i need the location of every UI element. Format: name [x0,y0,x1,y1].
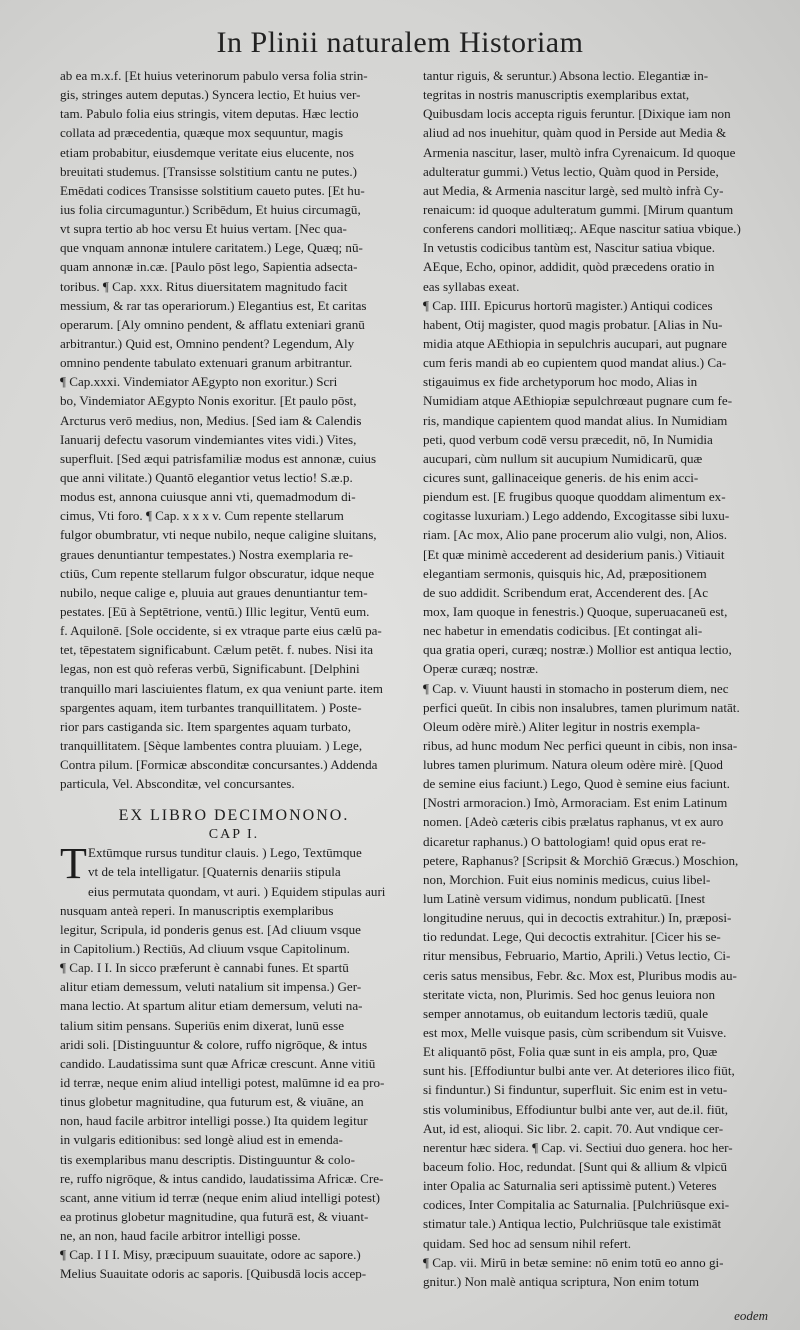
text-line: in vulgaris editionibus: sed longè aliud est in emenda- [60,1132,343,1148]
text-line: Oleum odère mirè.) Aliter legitur in nostris exempla- [423,718,701,734]
text-line: aucupari, cùm nullum sit aucupium Numidicarū, quæ [423,450,703,466]
text-line: mana lectio. At spartum alitur etiam demersum, veluti na- [60,998,363,1014]
text-line: bo, Vindemiator AEgypto Nonis exoritur. [Et paulo pōst, [60,393,357,409]
text-line: tranquillo mari lasciuientes flatum, ex qua veniunt parte. item [60,680,383,696]
text-line: nerentur hæc sidera. ¶ Cap. vi. Sectiui duo genera. hoc her- [423,1139,733,1155]
text-line: modus est, annona cuiusque anni vti, quemadmodum di- [60,489,356,505]
text-line: piendum est. [E frugibus quoque quoddam alimentum ex- [423,489,726,505]
text-line: aridi soli. [Distinguuntur & colore, ruffo nigrōque, & intus [60,1036,368,1052]
text-line: Emēdati codices Transisse solstitium caueto putes. [Et hu- [60,182,365,198]
text-line: tegritas in nostris manuscriptis exemplaribus extat, [423,87,690,103]
text-line: Et aliquantō pōst, Folia quæ sunt in eis ampla, pro, Quæ [423,1044,718,1060]
text-line: tet, tēpestatem significabunt. Cælum petēt. f. nubes. Nisi ita [60,642,374,658]
text-line: tio redundat. Lege, Qui decoctis extrahitur. [Cicer his se- [423,929,721,945]
text-line: scant, anne vitium id terræ (neque enim aliud intelligi potest) [60,1189,380,1205]
text-line: non, Morchion. Fuit eius nominis medicus, cuius libel- [423,871,711,887]
text-line: ceris satus mensibus, Febr. &c. Mox est, Pluribus modis au- [423,967,737,983]
text-line: nusquam anteà reperi. In manuscriptis exemplaribus [60,902,334,918]
text-line: cicures sunt, gallinaceique generis. de his enim acci- [423,469,699,485]
text-line: stimatur tale.) Antiqua lectio, Pulchriūsque tale existimāt [423,1216,722,1232]
text-line: gnitur.) Non malè antiqua scriptura, Non enim totum [423,1273,700,1289]
text-line: Extūmque rursus tunditur clauis. ) Lego, Textūmque [88,845,362,861]
text-line: pestates. [Eū à Septētrione, ventū.) Illic legitur, Ventū eum. [60,603,370,619]
text-line: Ianuarij defectu vasorum vindemiantes vites vidi.) Vites, [60,431,357,447]
text-line: rior pars castiganda sic. Item spargentes aquam turbato, [60,718,351,734]
text-line: vt supra tertio ab hoc versu Et huius vertam. [Nec qua- [60,221,347,237]
text-line: tis exemplaribus manu descriptis. Distinguuntur & colo- [60,1151,355,1167]
text-line: arbitrantur.) Quid est, Omnino pendent? Legendum, Aly [60,335,355,351]
drop-cap: T [60,839,87,889]
text-line: codices, Inter Compitalia ac Saturnalia. [Pulchriūsque exi- [423,1197,730,1213]
text-line: conferens candori mollitiæq;. AEque nascitur satiua vbique.) [423,221,741,237]
text-line: legas, non est quò referas verbū, Significabunt. [Delphini [60,661,360,677]
text-line: [Et quæ minimè accederent ad desiderium panis.) Vitiauit [423,546,725,562]
text-line: ¶ Cap. I I I. Misy, præcipuum suauitate, odore ac sapore.) [60,1247,361,1263]
text-line: f. Aquilonē. [Sole occidente, si ex vtraque parte eius cælū pa- [60,623,382,639]
text-line: quam annonæ in.cæ. [Paulo pōst lego, Sapientia adsecta- [60,259,358,275]
text-line: superfluit. [Sed æqui patrisfamiliæ modus est annonæ, cuius [60,450,377,466]
text-line: de suo addidit. Scribendum erat, Accenderent des. [Ac [423,584,709,600]
text-line: legitur, Scripula, id ponderis genus est. [Ad cliuum vsque [60,921,361,937]
text-line: aut Media, & Armenia nascitur largè, sed multò infrà Cy- [423,182,724,198]
text-line: aliud ad nos inuehitur, quàm quod in Perside aut Media & [423,125,727,141]
text-line: Contra pilum. [Formicæ absconditæ concursantes.) Addenda [60,757,378,773]
running-head: In Plinii naturalem Historiam [216,26,584,59]
right-column [423,66,771,1291]
text-line: Operæ curæq; nostræ. [423,661,539,677]
text-line: non, haud facile arbitror intelligi posse.) Ita quidem legitur [60,1113,368,1129]
text-line: ius folia circumaguntur.) Scribēdum, Et huius circumagū, [60,201,361,217]
text-line: alitur etiam demessum, veluti natalium sit impensa.) Ger- [60,979,362,995]
text-line: id terræ, neque enim aliud intelligi potest, malūmne id ea pro- [60,1075,385,1091]
text-line: messium, & rar tas operariorum.) Elegantius est, Et caritas [60,297,367,313]
text-line: ris, mandique capientem quod mandat alius. In Numidiam [423,412,728,428]
text-line: omnino pendente tabulato extenuari granum arbitrantur. [60,355,353,371]
text-line: ¶ Cap. I I. In sicco præferunt è cannabi funes. Et spartū [60,960,349,976]
text-line: elegantiam sermonis, quisquis hic, Ad, præpositionem [423,565,707,581]
text-line: Melius Suauitate odoris ac saporis. [Quibusdā locis accep- [60,1266,367,1282]
text-line: Numidiam atque AEthiopiæ sepulchrœaut pugnare cum fe- [423,393,733,409]
text-line: [Nostri armoracion.) Imò, Armoraciam. Est enim Latinum [423,795,728,811]
text-line: ¶ Cap. vii. Mirū in betæ semine: nō enim totū eo anno gi- [423,1254,724,1270]
text-line: baceum folio. Hoc, redundat. [Sunt qui & allium & vlpicū [423,1159,728,1175]
text-line: peti, quod verbum codē versu præcedit, nō, In Numidia [423,431,713,447]
text-line: lubres tamen plurimum. Natura oleum odère mirè. [Quod [423,757,723,773]
text-line: perfici queūt. In cibis non insalubres, tamen plurimum natāt. [423,699,740,715]
text-line: ea protinus globetur magnitudine, qua futurā est, & viuant- [60,1209,369,1225]
text-line: que anni vilitate.) Quantō elegantior vetus lectio! S.æ.p. [60,469,353,485]
text-line: cogitasse luxuriam.) Lego addendo, Excogitasse sibi luxu- [423,508,730,524]
text-line: particula, Vel. Absconditæ, vel concursantes. [60,776,295,792]
text-line: dicaretur raphanus.) O battologiam! quid opus erat re- [423,833,706,849]
section-title: EX LIBRO DECIMONONO. [118,807,350,825]
left-column [60,66,408,1284]
text-line: quidam. Sed hoc ad sensum nihil refert. [423,1235,631,1251]
text-line: steritate victa, non, Plurimis. Sed hoc genus leuiora non [423,986,716,1002]
right-column-text-block [423,66,771,1291]
text-line: ribus, ad hunc modum Nec perfici queunt in cibis, non insa- [423,737,738,753]
left-column-text-block-1 [60,66,408,793]
text-line: toribus. ¶ Cap. xxx. Ritus diuersitatem magnitudo facit [60,278,348,294]
text-line: Armenia nascitur, laser, multò infra Cyrenaicum. Id quoque [423,144,736,160]
text-line: fulgor obumbratur, vti neque nubilo, neque caligine sluitans, [60,527,377,543]
text-line: eas syllabas exeat. [423,278,520,294]
text-line: ab ea m.x.f. [Et huius veterinorum pabulo versa folia strin- [60,68,368,83]
text-line: in Capitolium.) Rectiūs, Ad cliuum vsque Capitolinum. [60,941,350,957]
text-line: renaicum: id quoque adulteratum gummi. [Mirum quantum [423,201,734,217]
text-line: ne, an non, haud facile arbitror intelligi posse. [60,1228,301,1244]
text-line: re, ruffo nigrōque, & intus candido, laudatissima Africæ. Cre- [60,1170,384,1186]
text-line: mox, Iam quoque in fenestris.) Quoque, superuacaneū est, [423,603,728,619]
text-line: etiam probabitur, eiusdemque veritate eius elucente, nos [60,144,354,160]
text-line: que vnquam annonæ intulere caritatem.) Lege, Quæq; nū- [60,240,363,256]
text-line: ritur mensibus, Februario, Martio, Aprili.) Vetus lectio, Ci- [423,948,731,964]
text-line: talium sitim pensans. Superiūs enim dixerat, lunū esse [60,1017,345,1033]
text-line: tinus globetur magnitudine, qua futurum est, & viuāne, an [60,1094,364,1110]
text-line: gis, stringes autem deputas.) Syncera lectio, Et huius ver- [60,87,361,103]
text-line: vt de tela intelligatur. [Quaternis denariis stipula [88,864,341,880]
text-line: tranquillitatem. [Sèque lambentes contra pluuiam. ) Lege, [60,737,363,753]
text-line: semper annotamus, ob euitandum lectoris tædiū, quale [423,1005,709,1021]
text-line: cum feris mandi ab eo cupientem quod mandat alius.) Ca- [423,355,727,371]
text-line: breuitati studemus. [Transisse solstitium cantu ne putes.) [60,163,358,179]
text-line: lum Latinè versum vidimus, nondum publicatū. [Inest [423,891,706,907]
text-line: operarum. [Aly omnino pendent, & afflatu exteniari granū [60,316,365,332]
text-line: habent, Otij magister, quod magis probatur. [Alias in Nu- [423,316,723,332]
text-line: graues denuntiantur tempestates.) Nostra exemplaria re- [60,546,354,562]
text-line: ¶ Cap. IIII. Epicurus hortorū magister.) Antiqui codices [423,297,713,313]
text-line: adulteratur gummi.) Vetus lectio, Quàm quod in Perside, [423,163,719,179]
text-line: nomen. [Adeò cæteris cibis prælatus raphanus, vt ex auro [423,814,724,830]
text-line: est mox, Melle vuisque pasis, cùm scribendum sit Vuisve. [423,1025,727,1041]
text-line: de semine eius faciunt.) Lego, Quod è semine eius faciunt. [423,776,730,792]
text-line: candido. Laudatissima sunt quæ Africæ crescunt. Anne vitiū [60,1055,376,1071]
text-line: cimus, Vti foro. ¶ Cap. x x x v. Cum repente stellarum [60,508,344,524]
catchword: eodem [734,1308,768,1323]
text-line: ¶ Cap. v. Viuunt hausti in stomacho in posterum diem, nec [423,680,729,696]
text-line: nubilo, neque calige e, pluuia aut graues denuntiantur tem- [60,584,368,600]
text-line: spargentes aquam, item turbantes tranquillitatem. ) Poste- [60,699,362,715]
text-line: riam. [Ac mox, Alio pane procerum alio vulgi, non, Alios. [423,527,728,543]
text-line: In vetustis codicibus tantùm est, Nascitur satiua vbique. [423,240,716,256]
text-line: si finduntur.) Si finduntur, superfluit. Sic enim est in vetu- [423,1082,728,1098]
text-line: Arcturus verō medius, non, Medius. [Sed iam & Calendis [60,412,362,428]
text-line: collata ad præcedentia, quæque mox sequuntur, magis [60,125,344,141]
text-line: sunt his. [Effodiuntur bulbi ante ver. At deteriores ilico fiūt, [423,1063,735,1079]
text-line: Aut, id est, alioqui. Sic libr. 2. capit. 70. Aut vndique cer- [423,1120,724,1136]
section-chapter: CAP I. [208,827,260,843]
text-line: nec habetur in emendatis codicibus. [Et contingat ali- [423,623,703,639]
text-line: inter Opalia ac Saturnalia seri aptissimè putent.) Veteres [423,1178,717,1194]
text-line: midia atque AEthiopia in sepulchris aucupari, aut pugnare [423,335,727,351]
text-line: stigauimus ex fide archetyporum hoc modo, Alias in [423,374,698,390]
text-line: tantur riguis, & seruntur.) Absona lectio. Elegantiæ in- [423,68,709,83]
text-line: eius permutata quondam, vt auri. ) Equidem stipulas auri [88,883,386,899]
text-line: qua gratia operi, curæq; nostræ.) Mollior est antiqua lectio, [423,642,732,658]
text-line: longitudine neruus, qui in decoctis extrahitur.) In, præposi- [423,910,732,926]
text-line: Quibusdam locis accepta riguis feruntur. [Dixique iam non [423,106,731,122]
text-line: ctiūs, Cum repente stellarum fulgor obscuratur, idque neque [60,565,375,581]
text-line: petere, Raphanus? [Scripsit & Morchiō Græcus.) Moschion, [423,852,739,868]
left-column-text-block-2 [60,839,408,1283]
text-line: tam. Pabulo folia eius stringis, vitem deputas. Hæc lectio [60,106,359,122]
section-gap [60,793,408,805]
text-line: stis voluminibus, Effodiuntur bulbi ante ver, aut de.il. fiūt, [423,1101,729,1117]
text-line: AEque, Echo, opinor, addidit, quòd præcedens oratio in [423,259,715,275]
text-line: ¶ Cap.xxxi. Vindemiator AEgypto non exoritur.) Scri [60,374,338,390]
